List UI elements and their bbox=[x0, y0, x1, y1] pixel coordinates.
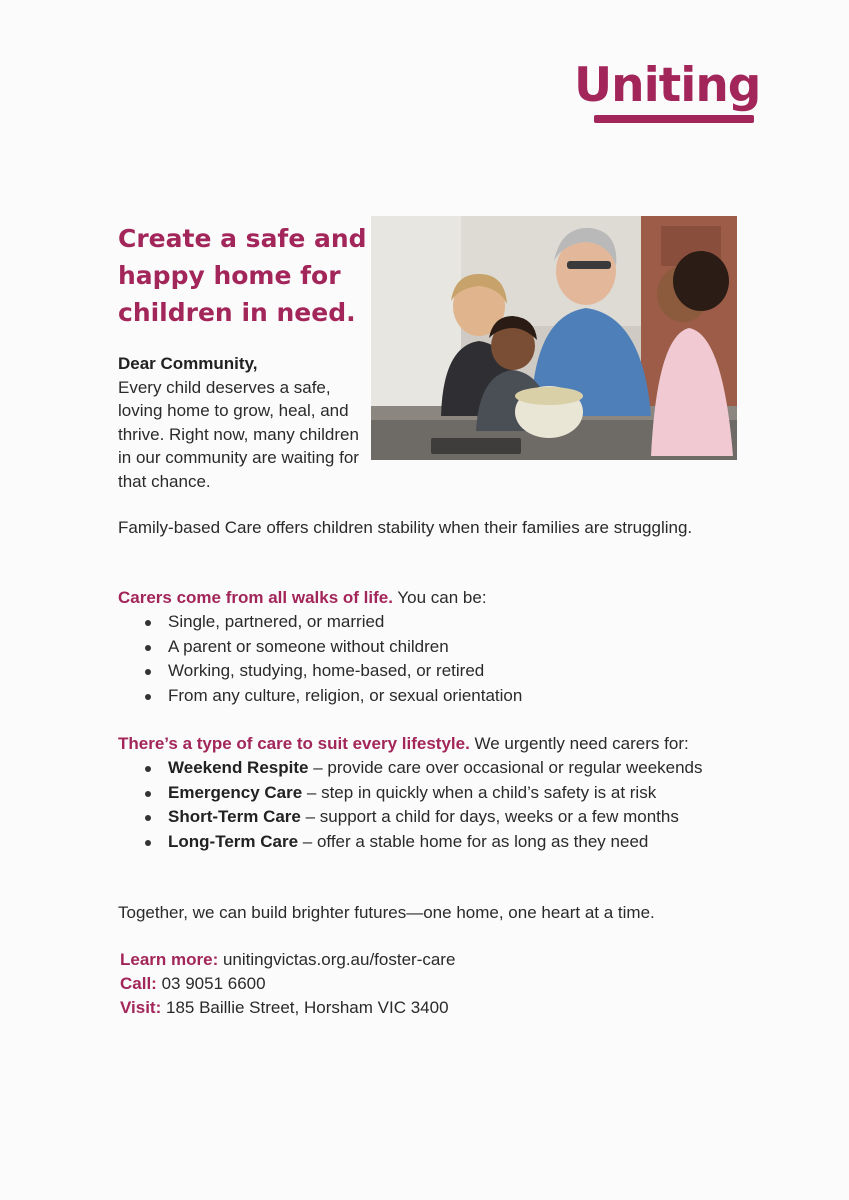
family-photo bbox=[371, 216, 737, 460]
list-item bbox=[118, 805, 742, 830]
care-type-desc: – provide care over occasional or regular weekends bbox=[308, 758, 703, 777]
care-type-name: Short-Term Care bbox=[168, 807, 301, 826]
care-type-name: Long-Term Care bbox=[168, 831, 299, 851]
carers-heading: Carers come from all walks of life. bbox=[118, 588, 393, 607]
care-types-list bbox=[118, 756, 742, 854]
visit-line bbox=[120, 996, 455, 1020]
headline: Create a safe and happy home for children in need. bbox=[118, 224, 367, 327]
family-photo-illustration bbox=[371, 216, 737, 460]
call-line bbox=[120, 972, 455, 996]
carers-heading-line bbox=[118, 586, 758, 611]
address: 185 Baillie Street, Horsham VIC 3400 bbox=[161, 998, 449, 1017]
greeting bbox=[118, 352, 368, 493]
greeting-text: Every child deserves a safe, loving home to grow, heal, and thrive. Right now, many children in our community are waiting for that chance. bbox=[118, 377, 359, 491]
learn-more-line bbox=[120, 948, 455, 972]
list-item: Working, studying, home-based, or retired bbox=[118, 659, 758, 684]
closing-paragraph: Together, we can build brighter futures—one home, one heart at a time. bbox=[118, 903, 655, 922]
carers-lead: You can be: bbox=[392, 588, 487, 607]
intro-paragraph: Family-based Care offers children stability when their families are struggling. bbox=[118, 518, 693, 537]
list-item bbox=[118, 781, 742, 806]
uniting-logo bbox=[574, 58, 784, 130]
logo-text: Uniting bbox=[574, 58, 761, 113]
care-type-name: Weekend Respite bbox=[168, 758, 309, 777]
list-item bbox=[118, 830, 742, 855]
carers-list bbox=[118, 610, 758, 708]
learn-more-label: Learn more: bbox=[120, 950, 219, 969]
contact-block bbox=[120, 948, 455, 1020]
care-type-desc: – step in quickly when a child’s safety is at risk bbox=[302, 782, 657, 802]
phone-number[interactable]: 03 9051 6600 bbox=[156, 974, 266, 993]
list-item: Single, partnered, or married bbox=[118, 610, 758, 635]
care-type-desc: – offer a stable home for as long as they need bbox=[298, 831, 649, 851]
care-type-name: Emergency Care bbox=[168, 782, 303, 802]
call-label: Call: bbox=[120, 974, 157, 993]
salutation: Dear Community, bbox=[118, 354, 258, 373]
website-link[interactable]: uniting​victas.org.au/foster-care bbox=[218, 950, 456, 969]
care-types-heading-line bbox=[118, 732, 758, 757]
care-types-heading: There’s a type of care to suit every lifestyle. bbox=[118, 734, 470, 753]
list-item bbox=[118, 756, 742, 781]
list-item: A parent or someone without children bbox=[118, 635, 758, 660]
logo-underline bbox=[594, 115, 754, 123]
care-type-desc: – support a child for days, weeks or a few months bbox=[300, 807, 679, 826]
care-types-lead: We urgently need carers for: bbox=[469, 734, 689, 753]
list-item: From any culture, religion, or sexual orientation bbox=[118, 684, 758, 709]
visit-label: Visit: bbox=[120, 998, 162, 1017]
